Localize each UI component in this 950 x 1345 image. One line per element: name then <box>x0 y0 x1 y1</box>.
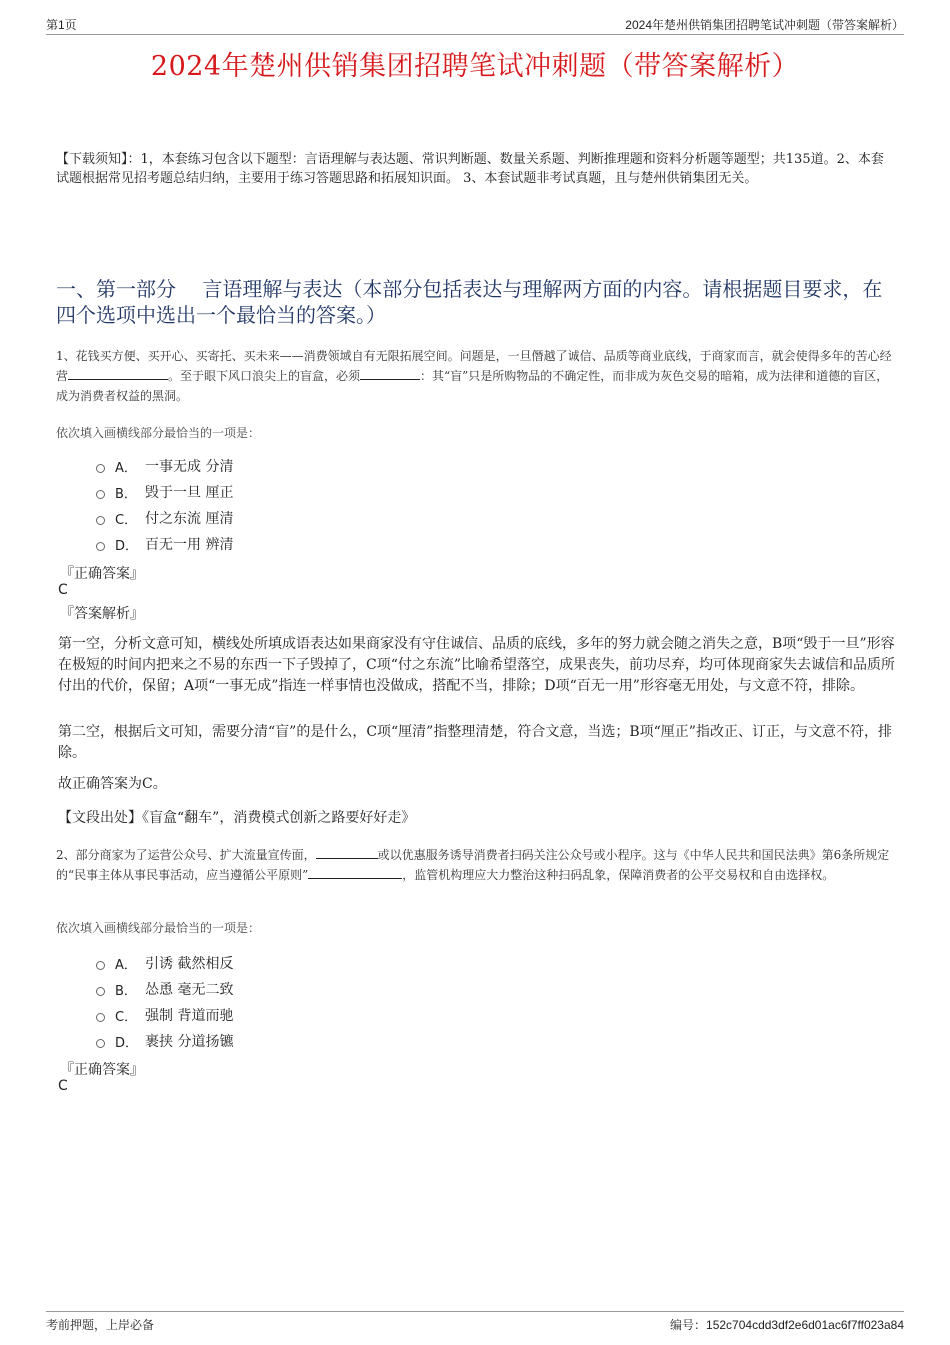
question-1-prompt: 依次填入画横线部分最恰当的一项是： <box>56 426 261 440</box>
source-citation: 【文段出处】《盲盒“翻车”，消费模式创新之路要好好走》 <box>58 810 416 826</box>
radio-icon[interactable] <box>96 987 105 996</box>
question-1-text: 1、花钱买方便、买开心、买寄托、买未来——消费领域自有无限拓展空间。问题是，一旦僭越了诚信、品质等商业底线，于商家而言，就会使得多年的苦心经营 。至于眼下风口浪尖上的盲盒，必须 ：其“盲”只是所购物品的不确定性，而非成为灰色交易的暗箱，成为法律和道德的盲区，成为消费者权益的黑洞。 <box>56 349 892 403</box>
option-a[interactable]: A． 引诱 截然相反 <box>96 950 233 976</box>
option-c[interactable]: C． 强制 背道而驰 <box>96 1002 233 1028</box>
answer-value: C <box>58 1078 68 1094</box>
radio-icon[interactable] <box>96 516 105 525</box>
radio-icon[interactable] <box>96 1039 105 1048</box>
option-b[interactable]: B． 怂恿 毫无二致 <box>96 976 233 1002</box>
answer-label: 『正确答案』 <box>60 1062 144 1078</box>
radio-icon[interactable] <box>96 464 105 473</box>
footer-slogan: 考前押题，上岸必备 <box>46 1318 155 1332</box>
analysis-paragraph-1: 第一空，分析文意可知，横线处所填成语表达如果商家没有守住诚信、品质的底线，多年的努力就会随之消失之意，B项“毁于一旦”形容在极短的时间内把来之不易的东西一下子毁掉了，C项“付之东流”比喻希望落空，成果丧失，前功尽弃，均可体现商家失去诚信和品质所付出的代价，保留；A项“一事无成”指连一样事情也没做成，搭配不当，排除；D项“百无一用”形容毫无用处，与文意不符，排除。 <box>58 636 896 694</box>
option-d[interactable]: D． 裹挟 分道扬镳 <box>96 1028 233 1054</box>
radio-icon[interactable] <box>96 490 105 499</box>
blank-1 <box>68 367 168 380</box>
document-id: 编号：152c704cdd3df2e6d01ac6f7ff023a84 <box>670 1318 904 1332</box>
download-notice: 【下载须知】：1，本套练习包含以下题型：言语理解与表达题、常识判断题、数量关系题、判断推理题和资料分析题等题型；共135道。2、本套试题根据常见招考题总结归纳，主要用于练习答题思路和拓展知识面。 3、本套试题非考试真题，且与楚州供销集团无关。 <box>56 152 884 186</box>
radio-icon[interactable] <box>96 542 105 551</box>
page-number: 第1页 <box>46 18 77 32</box>
option-a[interactable]: A． 一事无成 分清 <box>96 453 233 479</box>
option-b[interactable]: B． 毁于一旦 厘正 <box>96 479 233 505</box>
question-2-text: 2、部分商家为了运营公众号、扩大流量宣传面， 或以优惠服务诱导消费者扫码关注公众号或小程序。这与《中华人民共和国民法典》第6条所规定的“民事主体从事民事活动，应当遵循公平原则” ，监管机构理应大力整治这种扫码乱象，保障消费者的公平交易权和自由选择权。 <box>56 848 890 882</box>
question-2-options <box>96 950 233 1054</box>
conclusion: 故正确答案为C。 <box>58 776 167 792</box>
option-c[interactable]: C． 付之东流 厘清 <box>96 505 233 531</box>
header-doc-title: 2024年楚州供销集团招聘笔试冲刺题（带答案解析） <box>625 18 904 32</box>
section-title: 一、第一部分 言语理解与表达（本部分包括表达与理解两方面的内容。请根据题目要求，在四个选项中选出一个最恰当的答案。） <box>56 277 883 327</box>
question-2-prompt: 依次填入画横线部分最恰当的一项是： <box>56 921 261 935</box>
question-1-options <box>96 453 233 557</box>
document-title: 2024年楚州供销集团招聘笔试冲刺题（带答案解析） <box>150 51 800 82</box>
radio-icon[interactable] <box>96 1013 105 1022</box>
answer-label: 『正确答案』 <box>60 566 144 582</box>
page-footer <box>46 1311 904 1334</box>
blank-2 <box>360 367 420 380</box>
analysis-label: 『答案解析』 <box>60 606 144 622</box>
blank-2 <box>308 866 402 879</box>
page-header <box>46 14 904 35</box>
analysis-paragraph-2: 第二空，根据后文可知，需要分清“盲”的是什么，C项“厘清”指整理清楚，符合文意，当选；B项“厘正”指改正、订正，与文意不符，排除。 <box>58 724 892 761</box>
blank-1 <box>316 846 378 859</box>
radio-icon[interactable] <box>96 961 105 970</box>
answer-value: C <box>58 582 68 598</box>
option-d[interactable]: D． 百无一用 辨清 <box>96 531 233 557</box>
